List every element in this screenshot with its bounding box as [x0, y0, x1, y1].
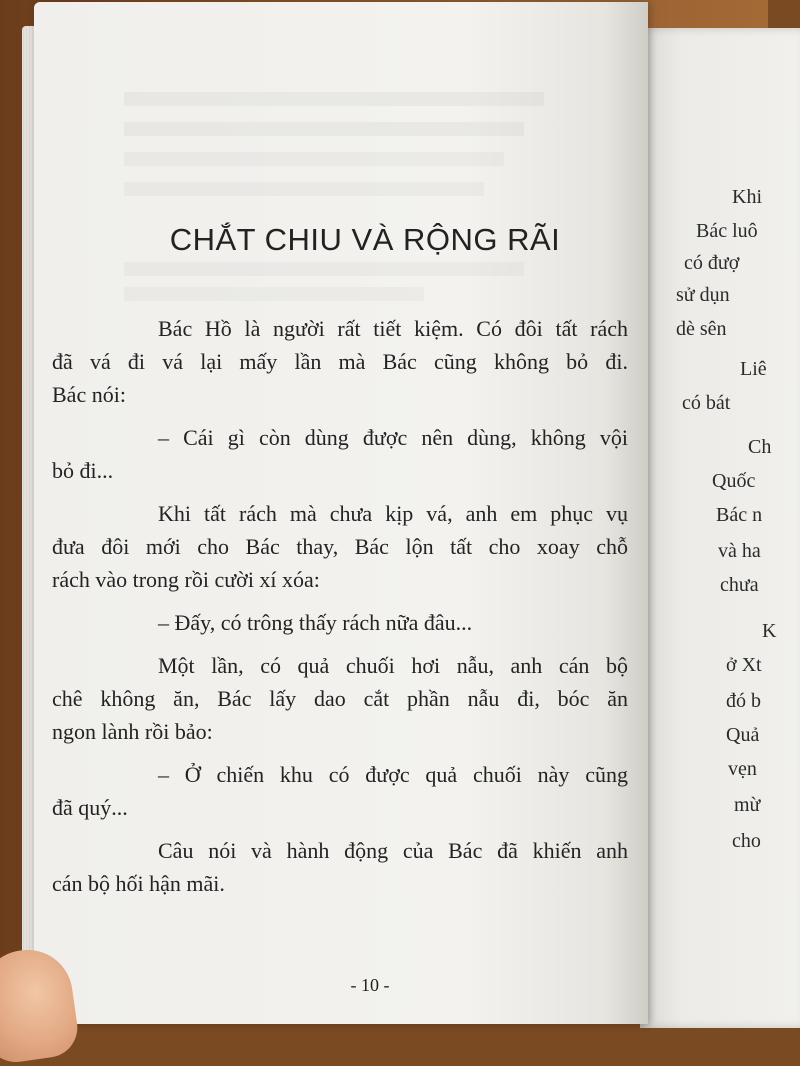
next-page-line: cho [732, 830, 761, 852]
paragraph-line: ngon lành rồi bảo: [52, 719, 213, 744]
paragraph-line: rách vào trong rồi cười xí xóa: [52, 567, 320, 592]
next-page-line: sử dụn [676, 284, 730, 306]
next-page-line: dè sên [676, 318, 727, 340]
next-page-line: có bát [682, 392, 731, 414]
next-page-line: Ch [748, 436, 772, 458]
page-body [52, 312, 628, 900]
paragraph-first-line: – Cái gì còn dùng được nên dùng, không vội [158, 425, 628, 450]
next-page-line: Khi [732, 186, 762, 208]
next-page-line: mừ [734, 794, 761, 816]
next-page-line: đó b [726, 690, 761, 712]
paragraph-gap [158, 487, 628, 497]
paragraph-line: cán bộ hối hận mãi. [52, 871, 225, 896]
next-page-line: K [762, 620, 777, 642]
show-through [124, 152, 504, 166]
show-through [124, 182, 484, 196]
paragraph-first-line: – Đấy, có trông thấy rách nữa đâu... [158, 610, 473, 635]
next-page-line: Quả [726, 724, 760, 746]
next-page-line: ở Xt [726, 654, 762, 676]
paragraph-gap [158, 411, 628, 421]
next-page-line: và ha [718, 540, 761, 562]
next-page [640, 28, 800, 1028]
show-through [124, 262, 524, 276]
paragraph-gap [158, 748, 628, 758]
page-number: - 10 - [350, 975, 390, 995]
paragraph-first-line: Một lần, có quả chuối hơi nẫu, anh cán bộ [158, 653, 628, 678]
paragraph-first-line: Bác Hồ là người rất tiết kiệm. Có đôi tất rách [158, 316, 628, 341]
paragraph-line: đã vá đi vá lại mấy lần mà Bác cũng không bỏ đi. [52, 349, 628, 374]
paragraph-gap [158, 639, 628, 649]
show-through [124, 122, 524, 136]
paragraph-line: bỏ đi... [52, 458, 114, 483]
next-page-line: Bác luô [696, 220, 758, 242]
next-page-line: Quốc [712, 470, 756, 492]
next-page-line: Liê [740, 358, 767, 380]
show-through [124, 92, 544, 106]
paragraph-gap [158, 824, 628, 834]
paragraph-line: chê không ăn, Bác lấy dao cắt phần nẫu đi, bóc ăn [52, 686, 628, 711]
next-page-line: có đượ [684, 252, 740, 274]
paragraph-first-line: Khi tất rách mà chưa kịp vá, anh em phục vụ [158, 501, 628, 526]
next-page-line: chưa [720, 574, 759, 596]
paragraph-first-line: Câu nói và hành động của Bác đã khiến anh [158, 838, 628, 863]
paragraph-gap [158, 596, 628, 606]
show-through [124, 287, 424, 301]
paragraph-line: Bác nói: [52, 382, 126, 407]
next-page-line: vẹn [728, 758, 757, 780]
next-page-line: Bác n [716, 504, 763, 526]
page-title: CHẮT CHIU VÀ RỘNG RÃI [169, 222, 561, 257]
paragraph-first-line: – Ở chiến khu có được quả chuối này cũng [158, 762, 628, 787]
paragraph-line: đưa đôi mới cho Bác thay, Bác lộn tất cho xoay chỗ [52, 534, 628, 559]
paragraph-line: đã quý... [52, 795, 128, 820]
